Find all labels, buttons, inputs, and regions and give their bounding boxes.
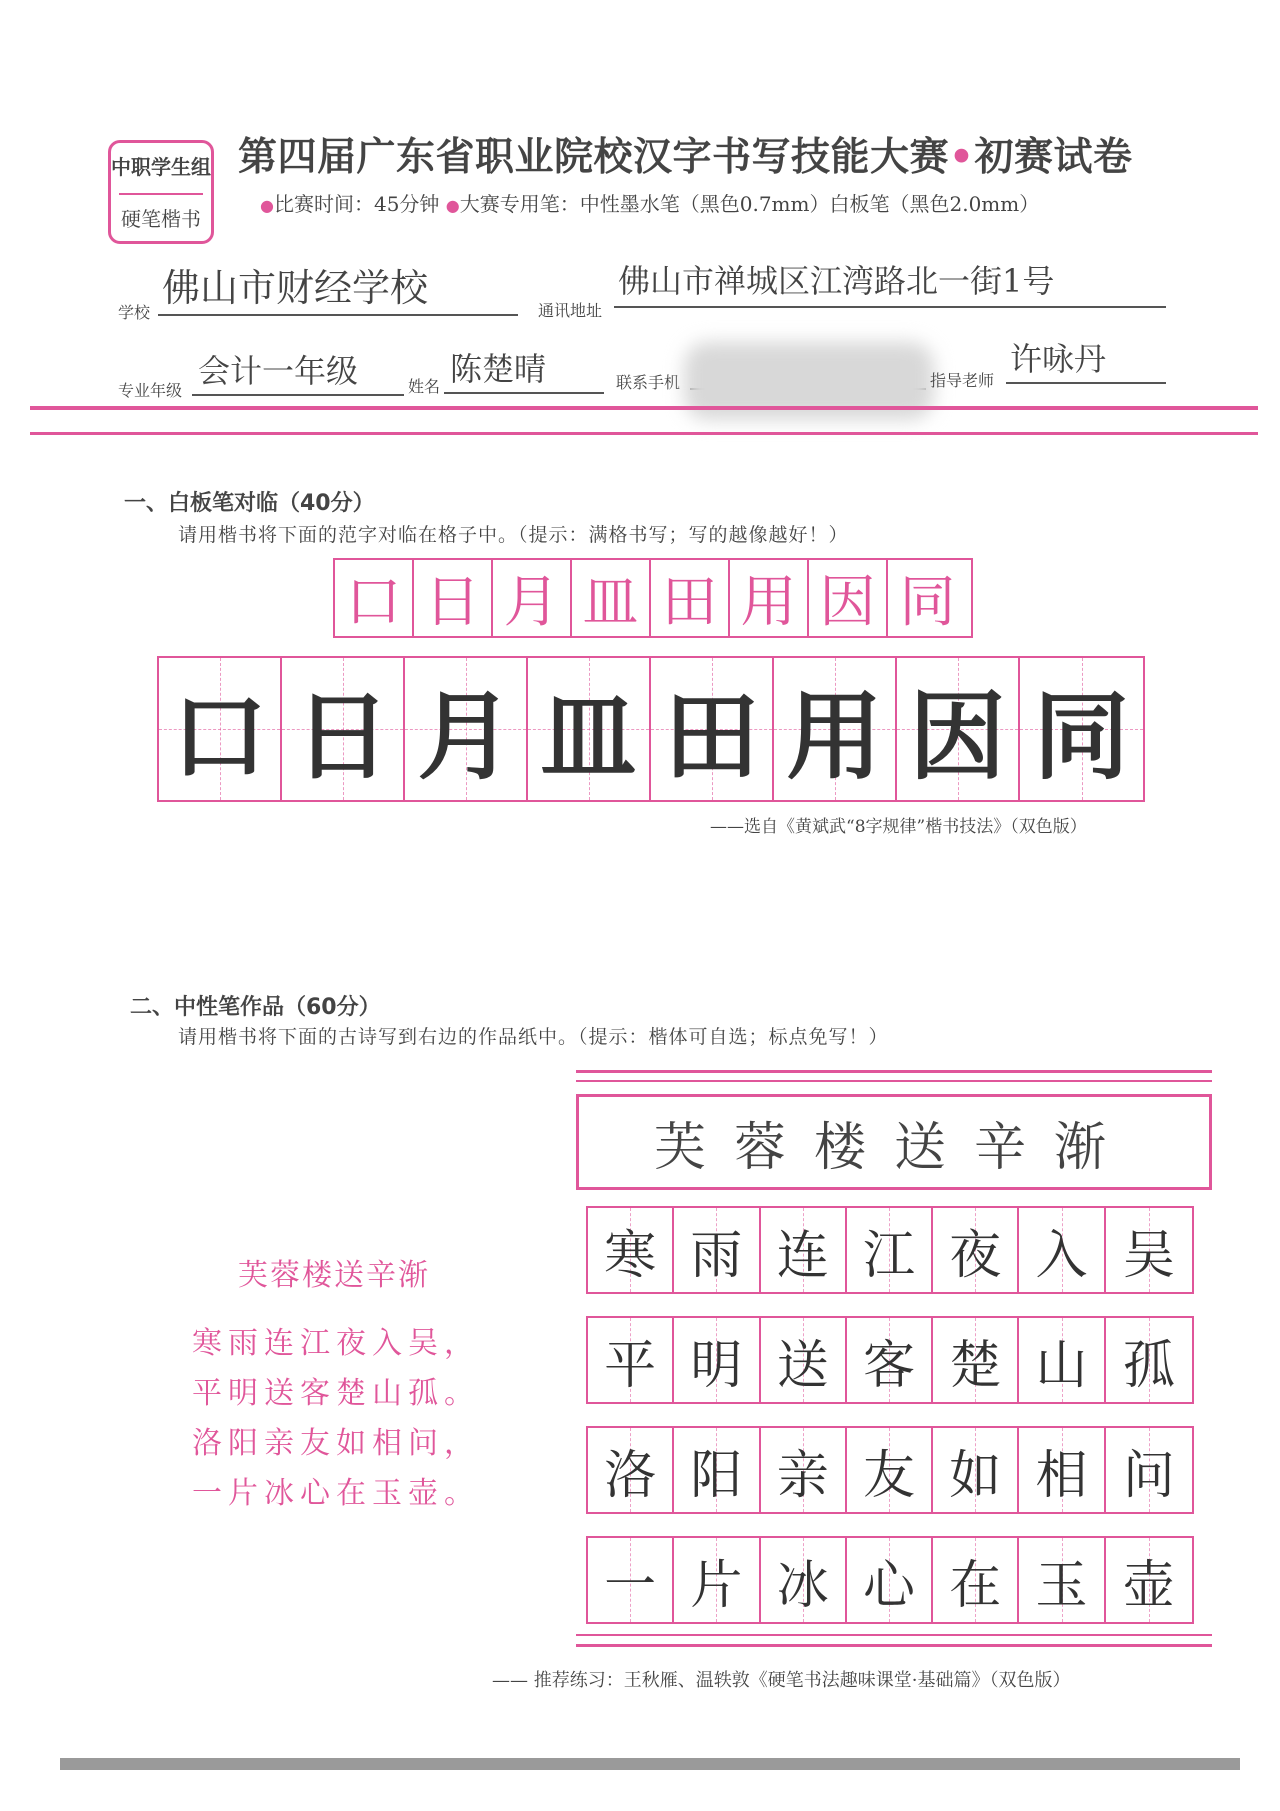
work-cell[interactable] — [674, 1208, 760, 1292]
name-value: 陈楚晴 — [450, 350, 547, 388]
badge-group-text: 中职学生组 — [111, 155, 211, 179]
work-char: 问 — [1122, 1445, 1175, 1506]
model-char-cell: 口 — [335, 560, 414, 636]
work-cell[interactable] — [588, 1208, 674, 1292]
written-char: 日 — [294, 680, 391, 793]
written-char: 口 — [171, 680, 268, 793]
bullet-icon: ● — [445, 196, 460, 215]
written-char: 同 — [1033, 680, 1130, 793]
address-label: 通讯地址 — [538, 301, 603, 320]
work-cell[interactable] — [588, 1538, 674, 1622]
address-field[interactable] — [614, 262, 1166, 308]
school-field[interactable] — [158, 266, 518, 316]
work-char: 阳 — [690, 1445, 743, 1506]
work-cell[interactable] — [1106, 1318, 1192, 1402]
major-value: 会计一年级 — [198, 352, 359, 390]
work-row — [586, 1316, 1194, 1404]
school-label: 学校 — [118, 303, 151, 322]
work-cell[interactable] — [674, 1318, 760, 1402]
work-cell[interactable] — [1106, 1538, 1192, 1622]
work-char: 江 — [862, 1225, 915, 1286]
work-row — [586, 1536, 1194, 1624]
section2-heading: 二、中性笔作品（60分） — [130, 995, 381, 1020]
work-cell[interactable] — [761, 1538, 847, 1622]
title-main: 第四届广东省职业院校汉字书写技能大赛 — [238, 135, 950, 180]
work-char: 夜 — [949, 1225, 1002, 1286]
work-cell[interactable] — [933, 1538, 1019, 1622]
bullet-icon: ● — [260, 196, 274, 215]
work-cell[interactable] — [1106, 1208, 1192, 1292]
title-dot: • — [949, 135, 975, 180]
practice-cell[interactable] — [528, 658, 651, 800]
work-paper-border-top-thin — [576, 1080, 1212, 1082]
model-char-row — [333, 558, 973, 638]
recommend-note: —— 推荐练习：王秋雁、温轶敦《硬笔书法趣味课堂·基础篇》（双色版） — [492, 1670, 1071, 1691]
work-cell[interactable] — [933, 1318, 1019, 1402]
work-cell[interactable] — [674, 1428, 760, 1512]
work-cell[interactable] — [847, 1208, 933, 1292]
work-cell[interactable] — [1019, 1428, 1105, 1512]
poem-line: 寒雨连江夜入吴， — [192, 1326, 480, 1361]
header-divider-top — [30, 406, 1258, 410]
title-suffix: 初赛试卷 — [974, 135, 1133, 180]
work-char: 明 — [690, 1335, 743, 1396]
work-char: 友 — [862, 1445, 915, 1506]
work-cell[interactable] — [761, 1428, 847, 1512]
work-cell[interactable] — [1106, 1428, 1192, 1512]
written-char: 皿 — [540, 680, 637, 793]
model-char-cell: 月 — [493, 560, 572, 636]
work-title-box[interactable] — [576, 1094, 1212, 1190]
section1-heading: 一、白板笔对临（40分） — [124, 491, 375, 516]
work-char: 送 — [776, 1335, 829, 1396]
work-paper-border-top — [576, 1070, 1212, 1073]
work-char: 一 — [604, 1555, 657, 1616]
group-badge — [108, 140, 214, 244]
written-char: 田 — [663, 680, 760, 793]
model-char-cell: 皿 — [572, 560, 651, 636]
work-title: 芙蓉楼送辛渐 — [653, 1117, 1134, 1178]
work-char: 山 — [1035, 1335, 1088, 1396]
practice-cell[interactable] — [282, 658, 405, 800]
work-char: 连 — [776, 1225, 829, 1286]
badge-divider — [119, 193, 203, 195]
section2-instruction: 请用楷书将下面的古诗写到右边的作品纸中。（提示：楷体可自选；标点免写！） — [178, 1026, 889, 1048]
poem-line: 平明送客楚山孤。 — [192, 1376, 480, 1411]
work-cell[interactable] — [674, 1538, 760, 1622]
work-cell[interactable] — [588, 1318, 674, 1402]
major-label: 专业年级 — [118, 381, 183, 400]
teacher-field[interactable] — [1006, 340, 1166, 384]
practice-cell[interactable] — [651, 658, 774, 800]
model-char-cell: 田 — [651, 560, 730, 636]
model-char-cell: 因 — [809, 560, 888, 636]
name-field[interactable] — [444, 348, 604, 394]
work-char: 客 — [862, 1335, 915, 1396]
poem-title: 芙蓉楼送辛渐 — [238, 1258, 430, 1293]
name-label: 姓名 — [408, 377, 441, 396]
scan-edge-bar — [60, 1758, 1240, 1770]
badge-category-text: 硬笔楷书 — [121, 207, 201, 231]
teacher-label: 指导老师 — [930, 371, 995, 390]
practice-cell[interactable] — [774, 658, 897, 800]
work-paper-border-bottom — [576, 1644, 1212, 1647]
work-char: 楚 — [949, 1335, 1002, 1396]
work-cell[interactable] — [933, 1208, 1019, 1292]
work-cell[interactable] — [1019, 1538, 1105, 1622]
work-char: 心 — [862, 1555, 915, 1616]
work-char: 在 — [949, 1555, 1002, 1616]
work-char: 片 — [690, 1555, 743, 1616]
work-cell[interactable] — [588, 1428, 674, 1512]
work-char: 雨 — [690, 1225, 743, 1286]
header-divider-bottom — [30, 432, 1258, 435]
work-char: 如 — [949, 1445, 1002, 1506]
work-char: 壶 — [1122, 1555, 1175, 1616]
work-cell[interactable] — [1019, 1208, 1105, 1292]
model-char-cell: 日 — [414, 560, 493, 636]
exam-info — [260, 188, 1039, 217]
work-char: 玉 — [1035, 1555, 1088, 1616]
work-row — [586, 1426, 1194, 1514]
practice-char-row — [157, 656, 1145, 802]
work-cell[interactable] — [847, 1538, 933, 1622]
section1-instruction: 请用楷书将下面的范字对临在格子中。（提示：满格书写；写的越像越好！） — [178, 524, 849, 546]
work-cell[interactable] — [761, 1318, 847, 1402]
work-cell[interactable] — [847, 1428, 933, 1512]
work-char: 吴 — [1122, 1225, 1175, 1286]
practice-cell[interactable] — [159, 658, 282, 800]
work-cell[interactable] — [1019, 1318, 1105, 1402]
phone-label: 联系手机 — [616, 373, 681, 392]
work-cell[interactable] — [933, 1428, 1019, 1512]
work-char: 平 — [604, 1335, 657, 1396]
work-char: 相 — [1035, 1445, 1088, 1506]
model-char-cell: 同 — [899, 570, 956, 635]
work-char: 入 — [1035, 1225, 1088, 1286]
written-char: 因 — [909, 680, 1006, 793]
work-row — [586, 1206, 1194, 1294]
section1-source: ——选自《黄斌武“8字规律”楷书技法》（双色版） — [710, 817, 1087, 837]
practice-cell[interactable] — [1020, 658, 1143, 800]
poem-line: 洛阳亲友如相问， — [192, 1426, 480, 1461]
work-char: 孤 — [1122, 1335, 1175, 1396]
work-cell[interactable] — [761, 1208, 847, 1292]
written-char: 用 — [786, 680, 883, 793]
exam-pens: 大赛专用笔：中性墨水笔（黑色0.7mm）白板笔（黑色2.0mm） — [459, 192, 1040, 216]
practice-cell[interactable] — [897, 658, 1020, 800]
work-char: 洛 — [604, 1445, 657, 1506]
work-paper-border-bottom-thin — [576, 1634, 1212, 1636]
poem-line: 一片冰心在玉壶。 — [192, 1476, 480, 1511]
major-field[interactable] — [192, 350, 404, 396]
work-char: 亲 — [776, 1445, 829, 1506]
work-char: 冰 — [776, 1555, 829, 1616]
school-value: 佛山市财经学校 — [162, 266, 429, 310]
teacher-value: 许咏丹 — [1010, 340, 1107, 378]
work-cell[interactable] — [847, 1318, 933, 1402]
work-char: 寒 — [604, 1225, 657, 1286]
written-char: 月 — [417, 680, 514, 793]
model-char-cell: 用 — [730, 560, 809, 636]
page-title — [238, 126, 1132, 182]
practice-cell[interactable] — [405, 658, 528, 800]
address-value: 佛山市禅城区江湾路北一街1号 — [618, 262, 1055, 300]
exam-time: 比赛时间：45分钟 — [273, 192, 440, 216]
